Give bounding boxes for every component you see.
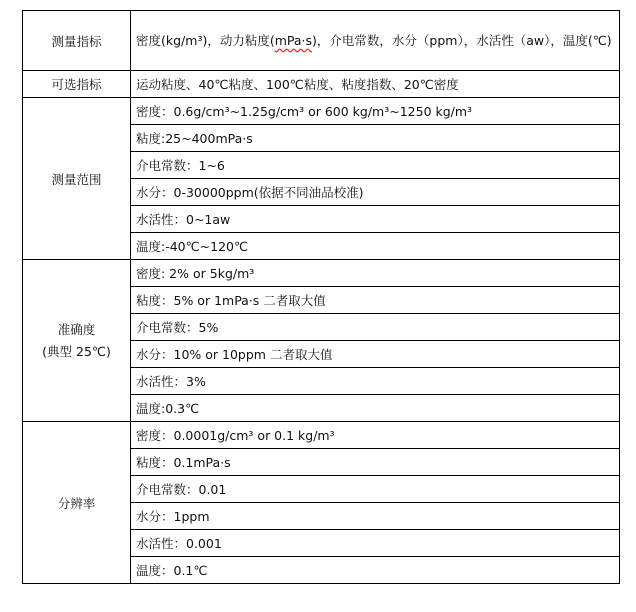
- resolution-item: 粘度：0.1mPa·s: [131, 449, 620, 476]
- range-item: 密度：0.6g/cm³~1.25g/cm³ or 600 kg/m³~1250 kg/m³: [131, 98, 620, 125]
- resolution-item: 水活性：0.001: [131, 530, 620, 557]
- resolution-row: [23, 422, 620, 449]
- accuracy-label-line1: 准确度: [57, 321, 96, 337]
- accuracy-item: 温度:0.3℃: [131, 395, 620, 422]
- measure-text-unit: mPa·s: [274, 32, 313, 48]
- accuracy-item: 介电常数：5%: [131, 314, 620, 341]
- label-range: 测量范围: [23, 98, 131, 260]
- range-item: 水分：0-30000ppm(依据不同油品校准): [131, 179, 620, 206]
- range-item: 温度:-40℃~120℃: [131, 233, 620, 260]
- accuracy-item: 粘度：5% or 1mPa·s 二者取大值: [131, 287, 620, 314]
- resolution-item: 水分：1ppm: [131, 503, 620, 530]
- range-item: 水活性：0~1aw: [131, 206, 620, 233]
- accuracy-label-line2: (典型 25℃): [42, 343, 111, 359]
- resolution-item: 介电常数：0.01: [131, 476, 620, 503]
- range-item: 粘度:25~400mPa·s: [131, 125, 620, 152]
- range-item: 介电常数：1~6: [131, 152, 620, 179]
- range-row: [23, 98, 620, 125]
- row-measure-indicators: [23, 11, 620, 71]
- resolution-item: 温度：0.1℃: [131, 557, 620, 584]
- measure-text-pre: 密度(kg/m³)，动力粘度(: [136, 32, 275, 48]
- label-measure-indicators: 测量指标: [23, 11, 131, 71]
- label-accuracy: [23, 260, 131, 422]
- accuracy-row: [23, 260, 620, 287]
- label-resolution: 分辨率: [23, 422, 131, 584]
- accuracy-item: 密度: 2% or 5kg/m³: [131, 260, 620, 287]
- resolution-item: 密度：0.0001g/cm³ or 0.1 kg/m³: [131, 422, 620, 449]
- measure-text-post: )，介电常数，水分（ppm），水活性（aw），温度(℃): [312, 32, 612, 48]
- label-optional-indicators: 可选指标: [23, 71, 131, 98]
- accuracy-item: 水分：10% or 10ppm 二者取大值: [131, 341, 620, 368]
- row-optional-indicators: [23, 71, 620, 98]
- spec-table: [22, 10, 620, 584]
- accuracy-item: 水活性：3%: [131, 368, 620, 395]
- value-measure-indicators: [131, 11, 620, 71]
- value-optional-indicators: 运动粘度、40℃粘度、100℃粘度、粘度指数、20℃密度: [131, 71, 620, 98]
